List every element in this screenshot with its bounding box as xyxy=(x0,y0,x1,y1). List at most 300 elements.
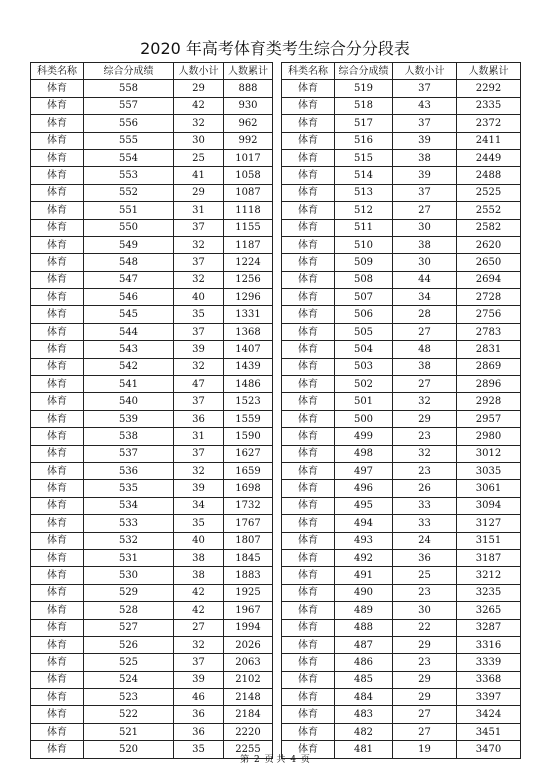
cell-count: 27 xyxy=(393,323,457,340)
cell-cumulative: 2728 xyxy=(457,289,521,306)
table-row xyxy=(31,289,273,306)
cell-score: 510 xyxy=(335,236,393,253)
table-row xyxy=(282,671,521,688)
cell-category: 体育 xyxy=(31,410,84,427)
cell-score: 522 xyxy=(84,706,174,723)
cell-cumulative: 1058 xyxy=(224,167,273,184)
header-category: 科类名称 xyxy=(282,63,335,80)
table-row xyxy=(31,532,273,549)
cell-score: 482 xyxy=(335,723,393,740)
cell-count: 31 xyxy=(174,202,224,219)
cell-count: 39 xyxy=(393,132,457,149)
table-row xyxy=(282,689,521,706)
cell-cumulative: 3316 xyxy=(457,636,521,653)
cell-category: 体育 xyxy=(282,80,335,97)
cell-count: 32 xyxy=(174,115,224,132)
cell-category: 体育 xyxy=(282,497,335,514)
cell-score: 506 xyxy=(335,306,393,323)
cell-score: 524 xyxy=(84,671,174,688)
cell-cumulative: 1118 xyxy=(224,202,273,219)
cell-category: 体育 xyxy=(31,306,84,323)
cell-count: 29 xyxy=(174,184,224,201)
cell-count: 26 xyxy=(393,480,457,497)
cell-score: 483 xyxy=(335,706,393,723)
cell-score: 525 xyxy=(84,654,174,671)
cell-cumulative: 2582 xyxy=(457,219,521,236)
cell-count: 32 xyxy=(174,358,224,375)
cell-category: 体育 xyxy=(31,480,84,497)
cell-count: 38 xyxy=(393,236,457,253)
cell-category: 体育 xyxy=(31,584,84,601)
table-row xyxy=(31,219,273,236)
table-row xyxy=(31,184,273,201)
cell-cumulative: 2148 xyxy=(224,689,273,706)
cell-category: 体育 xyxy=(31,671,84,688)
cell-cumulative: 3012 xyxy=(457,445,521,462)
cell-score: 527 xyxy=(84,619,174,636)
cell-score: 481 xyxy=(335,741,393,758)
table-row xyxy=(282,619,521,636)
cell-cumulative: 1087 xyxy=(224,184,273,201)
cell-score: 532 xyxy=(84,532,174,549)
table-row xyxy=(31,167,273,184)
cell-score: 511 xyxy=(335,219,393,236)
cell-category: 体育 xyxy=(282,97,335,114)
table-row xyxy=(31,323,273,340)
table-row xyxy=(282,236,521,253)
cell-category: 体育 xyxy=(31,497,84,514)
cell-count: 40 xyxy=(174,289,224,306)
cell-count: 23 xyxy=(393,428,457,445)
table-row xyxy=(31,80,273,97)
cell-score: 530 xyxy=(84,567,174,584)
cell-cumulative: 2756 xyxy=(457,306,521,323)
table-row xyxy=(282,445,521,462)
cell-category: 体育 xyxy=(31,376,84,393)
cell-cumulative: 2102 xyxy=(224,671,273,688)
cell-count: 39 xyxy=(174,480,224,497)
cell-count: 44 xyxy=(393,271,457,288)
cell-count: 30 xyxy=(393,254,457,271)
cell-cumulative: 1590 xyxy=(224,428,273,445)
cell-score: 535 xyxy=(84,480,174,497)
table-row xyxy=(31,428,273,445)
cell-cumulative: 2335 xyxy=(457,97,521,114)
cell-score: 526 xyxy=(84,636,174,653)
table-row xyxy=(282,723,521,740)
cell-count: 32 xyxy=(174,271,224,288)
table-row xyxy=(31,306,273,323)
cell-cumulative: 3187 xyxy=(457,549,521,566)
cell-count: 39 xyxy=(393,167,457,184)
cell-count: 36 xyxy=(393,549,457,566)
cell-score: 505 xyxy=(335,323,393,340)
table-row xyxy=(282,358,521,375)
cell-category: 体育 xyxy=(282,254,335,271)
footer-mid: 页 共 xyxy=(264,755,286,765)
table-row xyxy=(31,410,273,427)
cell-category: 体育 xyxy=(31,567,84,584)
cell-cumulative: 2488 xyxy=(457,167,521,184)
cell-category: 体育 xyxy=(282,323,335,340)
cell-cumulative: 1155 xyxy=(224,219,273,236)
cell-cumulative: 1698 xyxy=(224,480,273,497)
cell-count: 35 xyxy=(174,515,224,532)
cell-score: 531 xyxy=(84,549,174,566)
cell-score: 515 xyxy=(335,149,393,166)
table-row xyxy=(31,497,273,514)
score-table-right xyxy=(281,62,521,759)
cell-cumulative: 3451 xyxy=(457,723,521,740)
cell-count: 23 xyxy=(393,584,457,601)
cell-count: 47 xyxy=(174,376,224,393)
cell-score: 521 xyxy=(84,723,174,740)
cell-cumulative: 3061 xyxy=(457,480,521,497)
cell-cumulative: 2957 xyxy=(457,410,521,427)
cell-category: 体育 xyxy=(282,480,335,497)
cell-score: 539 xyxy=(84,410,174,427)
cell-count: 23 xyxy=(393,462,457,479)
cell-score: 538 xyxy=(84,428,174,445)
cell-count: 37 xyxy=(393,80,457,97)
cell-cumulative: 3094 xyxy=(457,497,521,514)
header-category: 科类名称 xyxy=(31,63,84,80)
cell-category: 体育 xyxy=(31,219,84,236)
cell-score: 498 xyxy=(335,445,393,462)
cell-category: 体育 xyxy=(31,445,84,462)
cell-count: 38 xyxy=(174,567,224,584)
cell-category: 体育 xyxy=(282,271,335,288)
cell-category: 体育 xyxy=(282,236,335,253)
header-score: 综合分成绩 xyxy=(84,63,174,80)
cell-category: 体育 xyxy=(282,723,335,740)
cell-category: 体育 xyxy=(31,706,84,723)
cell-category: 体育 xyxy=(31,236,84,253)
table-row xyxy=(282,254,521,271)
cell-cumulative: 3035 xyxy=(457,462,521,479)
cell-cumulative: 2928 xyxy=(457,393,521,410)
cell-category: 体育 xyxy=(31,149,84,166)
cell-category: 体育 xyxy=(31,428,84,445)
cell-category: 体育 xyxy=(31,323,84,340)
cell-category: 体育 xyxy=(282,706,335,723)
cell-cumulative: 3397 xyxy=(457,689,521,706)
cell-cumulative: 1224 xyxy=(224,254,273,271)
cell-category: 体育 xyxy=(282,184,335,201)
cell-count: 29 xyxy=(393,689,457,706)
cell-cumulative: 3151 xyxy=(457,532,521,549)
table-row xyxy=(31,636,273,653)
cell-count: 27 xyxy=(393,706,457,723)
page-title: 2020 年高考体育类考生综合分分段表 xyxy=(140,39,410,58)
cell-category: 体育 xyxy=(282,636,335,653)
cell-cumulative: 3339 xyxy=(457,654,521,671)
cell-cumulative: 2896 xyxy=(457,376,521,393)
cell-count: 30 xyxy=(393,602,457,619)
footer-page-number: 2 xyxy=(253,755,260,765)
cell-count: 33 xyxy=(393,515,457,532)
cell-category: 体育 xyxy=(31,97,84,114)
cell-score: 513 xyxy=(335,184,393,201)
cell-cumulative: 3424 xyxy=(457,706,521,723)
cell-cumulative: 2620 xyxy=(457,236,521,253)
cell-category: 体育 xyxy=(31,532,84,549)
table-row xyxy=(31,254,273,271)
cell-cumulative: 2411 xyxy=(457,132,521,149)
cell-score: 516 xyxy=(335,132,393,149)
cell-count: 37 xyxy=(174,393,224,410)
table-row xyxy=(282,184,521,201)
table-row xyxy=(282,532,521,549)
cell-count: 35 xyxy=(174,306,224,323)
cell-count: 28 xyxy=(393,306,457,323)
cell-category: 体育 xyxy=(31,289,84,306)
cell-score: 489 xyxy=(335,602,393,619)
cell-score: 496 xyxy=(335,480,393,497)
cell-count: 34 xyxy=(174,497,224,514)
cell-count: 41 xyxy=(174,167,224,184)
cell-cumulative: 1017 xyxy=(224,149,273,166)
cell-category: 体育 xyxy=(31,202,84,219)
cell-score: 523 xyxy=(84,689,174,706)
cell-category: 体育 xyxy=(31,462,84,479)
table-row xyxy=(282,515,521,532)
cell-score: 557 xyxy=(84,97,174,114)
cell-count: 30 xyxy=(174,132,224,149)
cell-count: 38 xyxy=(393,149,457,166)
cell-cumulative: 2220 xyxy=(224,723,273,740)
cell-count: 37 xyxy=(174,219,224,236)
table-row xyxy=(282,341,521,358)
table-row xyxy=(31,515,273,532)
cell-count: 32 xyxy=(174,236,224,253)
cell-score: 554 xyxy=(84,149,174,166)
cell-category: 体育 xyxy=(282,115,335,132)
cell-category: 体育 xyxy=(282,289,335,306)
cell-count: 29 xyxy=(393,671,457,688)
table-row xyxy=(282,462,521,479)
cell-score: 490 xyxy=(335,584,393,601)
cell-count: 38 xyxy=(393,358,457,375)
cell-cumulative: 2026 xyxy=(224,636,273,653)
table-header-row xyxy=(282,63,521,80)
cell-score: 509 xyxy=(335,254,393,271)
cell-count: 42 xyxy=(174,602,224,619)
cell-category: 体育 xyxy=(282,358,335,375)
cell-cumulative: 1925 xyxy=(224,584,273,601)
table-row xyxy=(282,202,521,219)
cell-cumulative: 1994 xyxy=(224,619,273,636)
cell-count: 34 xyxy=(393,289,457,306)
cell-count: 27 xyxy=(393,376,457,393)
cell-score: 549 xyxy=(84,236,174,253)
cell-count: 22 xyxy=(393,619,457,636)
table-row xyxy=(282,393,521,410)
table-row xyxy=(31,602,273,619)
table-row xyxy=(282,219,521,236)
cell-cumulative: 1967 xyxy=(224,602,273,619)
cell-count: 35 xyxy=(174,741,224,758)
header-count: 人数小计 xyxy=(174,63,224,80)
table-row xyxy=(31,654,273,671)
cell-category: 体育 xyxy=(31,115,84,132)
cell-cumulative: 1187 xyxy=(224,236,273,253)
table-row xyxy=(282,271,521,288)
cell-cumulative: 2525 xyxy=(457,184,521,201)
table-row xyxy=(282,428,521,445)
cell-cumulative: 1331 xyxy=(224,306,273,323)
cell-score: 508 xyxy=(335,271,393,288)
cell-category: 体育 xyxy=(31,741,84,758)
cell-score: 534 xyxy=(84,497,174,514)
table-row xyxy=(282,289,521,306)
cell-cumulative: 930 xyxy=(224,97,273,114)
table-row xyxy=(31,149,273,166)
cell-count: 37 xyxy=(174,445,224,462)
cell-category: 体育 xyxy=(31,254,84,271)
cell-score: 517 xyxy=(335,115,393,132)
cell-cumulative: 2980 xyxy=(457,428,521,445)
cell-cumulative: 2372 xyxy=(457,115,521,132)
cell-cumulative: 3368 xyxy=(457,671,521,688)
cell-category: 体育 xyxy=(282,445,335,462)
cell-cumulative: 1659 xyxy=(224,462,273,479)
cell-score: 507 xyxy=(335,289,393,306)
cell-category: 体育 xyxy=(31,132,84,149)
cell-score: 540 xyxy=(84,393,174,410)
cell-score: 542 xyxy=(84,358,174,375)
cell-cumulative: 3212 xyxy=(457,567,521,584)
table-row xyxy=(282,497,521,514)
table-row xyxy=(31,132,273,149)
cell-category: 体育 xyxy=(282,602,335,619)
table-row xyxy=(282,306,521,323)
cell-score: 533 xyxy=(84,515,174,532)
cell-category: 体育 xyxy=(282,549,335,566)
cell-score: 536 xyxy=(84,462,174,479)
cell-category: 体育 xyxy=(31,602,84,619)
table-row xyxy=(31,689,273,706)
cell-score: 493 xyxy=(335,532,393,549)
table-row xyxy=(282,323,521,340)
cell-category: 体育 xyxy=(31,619,84,636)
table-row xyxy=(31,358,273,375)
table-row xyxy=(31,97,273,114)
cell-count: 37 xyxy=(393,115,457,132)
cell-category: 体育 xyxy=(282,689,335,706)
cell-count: 23 xyxy=(393,654,457,671)
cell-score: 495 xyxy=(335,497,393,514)
table-row xyxy=(282,549,521,566)
table-row xyxy=(282,410,521,427)
cell-score: 546 xyxy=(84,289,174,306)
cell-count: 37 xyxy=(393,184,457,201)
cell-category: 体育 xyxy=(31,167,84,184)
cell-score: 544 xyxy=(84,323,174,340)
table-row xyxy=(31,202,273,219)
cell-score: 512 xyxy=(335,202,393,219)
cell-count: 27 xyxy=(393,202,457,219)
footer-suffix: 页 xyxy=(300,755,310,765)
cell-score: 500 xyxy=(335,410,393,427)
cell-cumulative: 2831 xyxy=(457,341,521,358)
cell-category: 体育 xyxy=(31,184,84,201)
cell-cumulative: 1256 xyxy=(224,271,273,288)
cell-score: 519 xyxy=(335,80,393,97)
table-row xyxy=(282,480,521,497)
table-row xyxy=(31,549,273,566)
cell-score: 556 xyxy=(84,115,174,132)
cell-category: 体育 xyxy=(31,636,84,653)
cell-score: 541 xyxy=(84,376,174,393)
cell-category: 体育 xyxy=(31,393,84,410)
cell-count: 39 xyxy=(174,341,224,358)
table-row xyxy=(282,167,521,184)
cell-count: 27 xyxy=(393,723,457,740)
footer-total-pages: 4 xyxy=(290,755,297,765)
cell-cumulative: 2449 xyxy=(457,149,521,166)
table-row xyxy=(282,149,521,166)
cell-count: 31 xyxy=(174,428,224,445)
table-row xyxy=(31,115,273,132)
cell-cumulative: 962 xyxy=(224,115,273,132)
cell-cumulative: 2255 xyxy=(224,741,273,758)
cell-score: 503 xyxy=(335,358,393,375)
cell-score: 547 xyxy=(84,271,174,288)
header-count: 人数小计 xyxy=(393,63,457,80)
cell-count: 39 xyxy=(174,671,224,688)
cell-cumulative: 3127 xyxy=(457,515,521,532)
cell-count: 32 xyxy=(174,462,224,479)
cell-category: 体育 xyxy=(31,80,84,97)
cell-score: 537 xyxy=(84,445,174,462)
cell-category: 体育 xyxy=(282,462,335,479)
cell-category: 体育 xyxy=(282,341,335,358)
cell-category: 体育 xyxy=(282,132,335,149)
cell-score: 528 xyxy=(84,602,174,619)
cell-category: 体育 xyxy=(282,515,335,532)
table-row xyxy=(31,671,273,688)
cell-category: 体育 xyxy=(282,584,335,601)
cell-category: 体育 xyxy=(282,393,335,410)
cell-count: 29 xyxy=(174,80,224,97)
cell-cumulative: 1627 xyxy=(224,445,273,462)
table-row xyxy=(31,445,273,462)
table-row xyxy=(31,462,273,479)
cell-count: 29 xyxy=(393,410,457,427)
cell-score: 485 xyxy=(335,671,393,688)
cell-category: 体育 xyxy=(282,410,335,427)
cell-category: 体育 xyxy=(282,654,335,671)
cell-category: 体育 xyxy=(282,619,335,636)
cell-score: 558 xyxy=(84,80,174,97)
cell-cumulative: 2694 xyxy=(457,271,521,288)
cell-cumulative: 1368 xyxy=(224,323,273,340)
cell-category: 体育 xyxy=(31,654,84,671)
cell-score: 484 xyxy=(335,689,393,706)
table-row xyxy=(31,236,273,253)
cell-score: 518 xyxy=(335,97,393,114)
cell-score: 551 xyxy=(84,202,174,219)
table-row xyxy=(282,567,521,584)
cell-cumulative: 1559 xyxy=(224,410,273,427)
cell-cumulative: 1523 xyxy=(224,393,273,410)
cell-score: 487 xyxy=(335,636,393,653)
table-row xyxy=(31,271,273,288)
cell-category: 体育 xyxy=(282,741,335,758)
table-row xyxy=(282,584,521,601)
cell-cumulative: 3287 xyxy=(457,619,521,636)
